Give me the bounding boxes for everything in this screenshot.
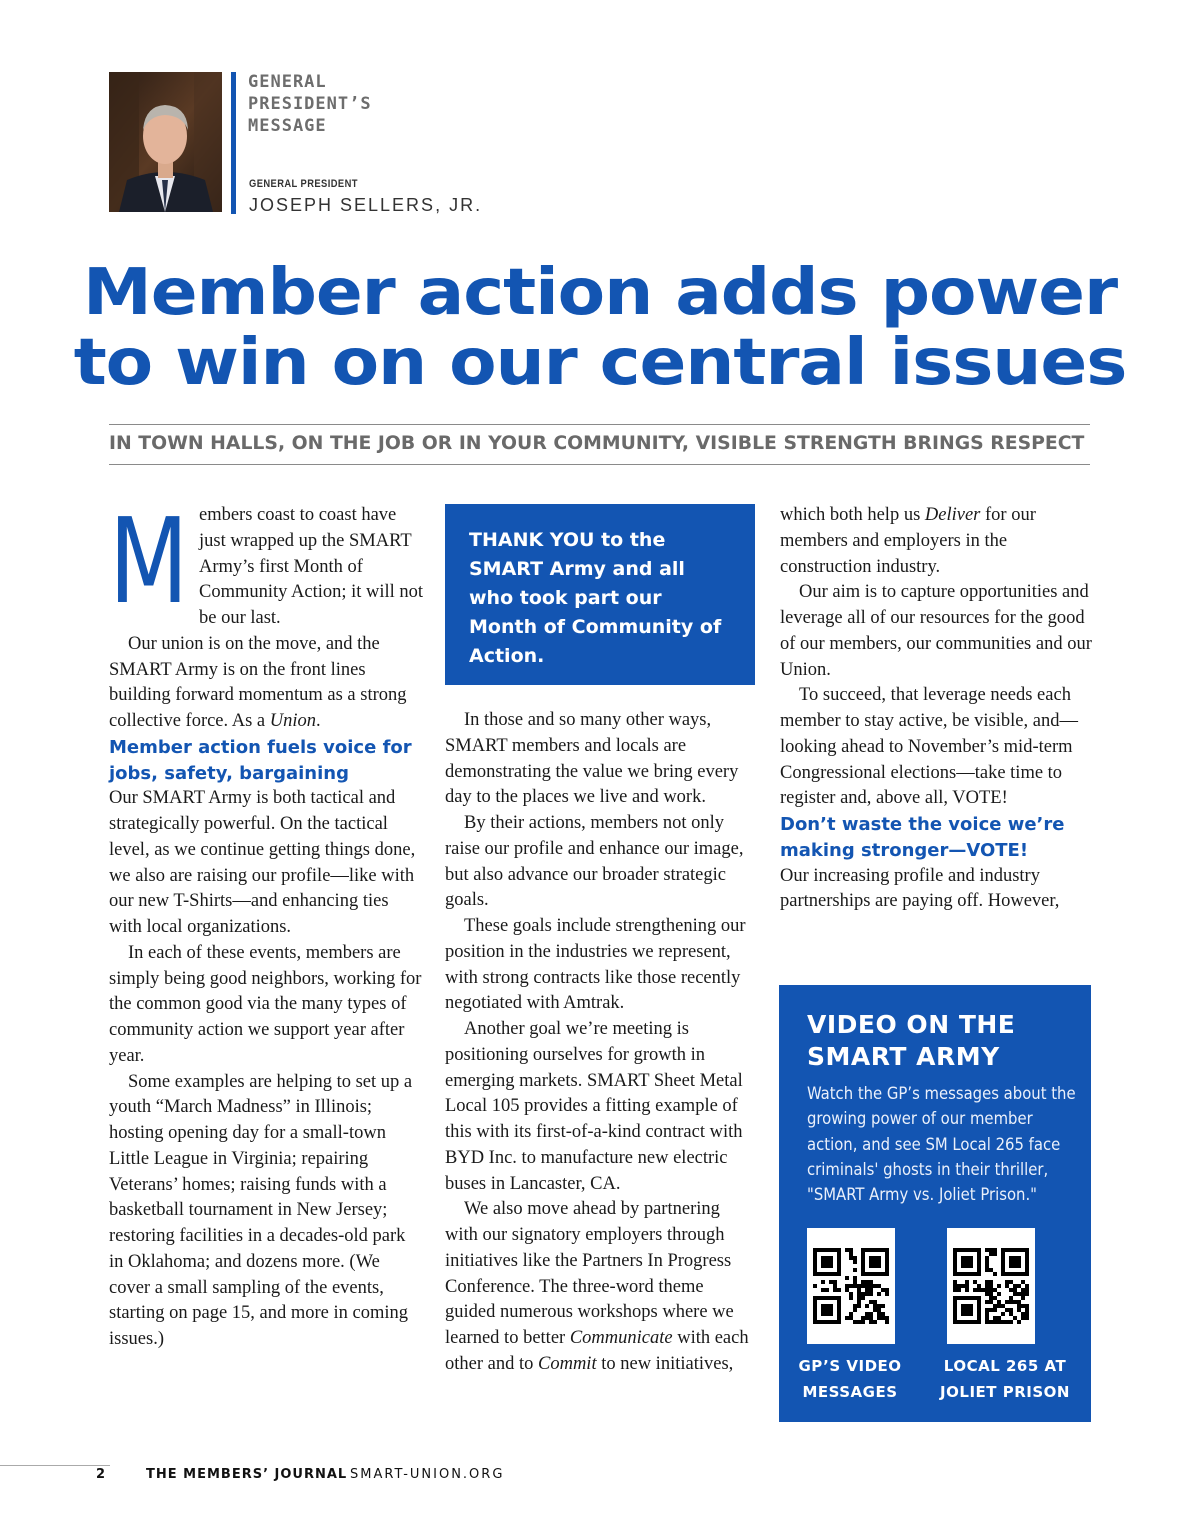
kicker-line: GENERAL [248,72,327,92]
kicker-line: PRESIDENT’S [248,94,372,114]
drop-cap: M [109,492,189,630]
website-link[interactable]: SMART-UNION.ORG [350,1467,505,1482]
kicker-line: MESSAGE [248,116,327,136]
sidebar-title: VIDEO ON THE SMART ARMY [807,1010,1016,1071]
article-column-2 [445,708,757,1378]
footer-rule [0,1465,110,1466]
paragraph: We also move ahead by partnering with our signatory employers through initiatives like the Partners In Progress Conference. The three-word theme guided numerous workshops where we learned to better Communicate with each other and to Commit to new initiatives, [445,1199,749,1374]
article-column-1 [109,492,424,1353]
paragraph: Another goal we’re meeting is positioning ourselves for growth in emerging markets. SMART Sheet Metal Local 105 provides a fitting example of this with its first-of-a-kind contract with BYD Inc. to manufacture new electric buses in Lancaster, CA. [445,1019,743,1194]
article-column-3 [780,503,1092,915]
qr-code-local-265[interactable] [947,1228,1035,1344]
publication-name: THE MEMBERS’ JOURNAL [146,1467,348,1482]
paragraph: By their actions, members not only raise our profile and enhance our image, but also advance our broader strategic goals. [445,813,744,911]
paragraph: Our increasing profile and industry partnerships are paying off. However, [780,865,1060,912]
paragraph: Our SMART Army is both tactical and strategically powerful. On the tactical level, as we continue getting things done, we also are raising our profile—like with our new T-Shirts—and enhancing ties with local organizations. [109,788,416,937]
sidebar-body: Watch the GP’s messages about the growing power of our member action, and see SM Local 265 face criminals' ghosts in their thriller, "SMART Army vs. Joliet Prison." [807,1084,1076,1205]
author-role: GENERAL PRESIDENT [249,178,358,190]
headline-line: Member action adds power [83,256,1117,330]
page-number: 2 [96,1467,107,1482]
paragraph: Our union is on the move, and the SMART Army is on the front lines building forward momentum as a strong collective force. As a Union. [109,633,407,731]
qr-label-local-265: LOCAL 265 AT JOLIET PRISON [940,1357,1070,1401]
paragraph: These goals include strengthening our position in the industries we represent, with strong contracts like those recently negotiated with Amtrak. [445,916,746,1014]
headline-line: to win on our central issues [73,326,1127,400]
video-sidebar [779,985,1091,1422]
paragraph: In each of these events, members are simply being good neighbors, working for the common good via the many types of community action we support year after year. [109,942,422,1066]
paragraph: embers coast to coast have just wrapped up the SMART Army’s first Month of Community Action; it will not be our last. [199,505,424,628]
paragraph: Some examples are helping to set up a youth “March Madness” in Illinois; hosting opening day for a small-town Little League in Virginia; repairing Veterans’ homes; raising funds with a basketball tournament in New Jersey; restoring facilities in a decades-old park in Oklahoma; and dozens more. (We cover a small sampling of the events, starting on page 15, and more in coming issues.) [109,1071,413,1349]
paragraph: In those and so many other ways, SMART members and locals are demonstrating the value we bring every day to the places we live and work. [445,710,739,808]
article-headline [60,258,1140,398]
section-kicker [248,71,372,137]
paragraph: which both help us Deliver for our members and employers in the construction industry. [780,505,1036,577]
section-heading: Don’t waste the voice we’re making stronger—VOTE! [780,814,1065,861]
qr-label-gp-video: GP’S VIDEO MESSAGES [798,1357,902,1401]
author-name: JOSEPH SELLERS, JR. [249,195,483,215]
qr-code-gp-video[interactable] [807,1228,895,1344]
thank-you-callout: THANK YOU to the SMART Army and all who took part our Month of Community of Action. [445,504,755,685]
author-portrait [109,72,222,212]
divider-top [109,424,1090,425]
paragraph: To succeed, that leverage needs each member to stay active, be visible, and—looking ahead to November’s mid-term Congressional elections—take time to register and, above all, VOTE! [780,685,1078,809]
section-heading: Member action fuels voice for jobs, safety, bargaining [109,736,412,784]
qr-code-icon [813,1234,889,1338]
qr-code-icon [953,1234,1029,1338]
article-subhead: IN TOWN HALLS, ON THE JOB OR IN YOUR COMMUNITY, VISIBLE STRENGTH BRINGS RESPECT [109,432,1085,454]
header-accent-bar [231,72,236,214]
paragraph: Our aim is to capture opportunities and leverage all of our resources for the good of our members, our communities and our Union. [780,582,1092,680]
divider-bottom [109,464,1090,465]
